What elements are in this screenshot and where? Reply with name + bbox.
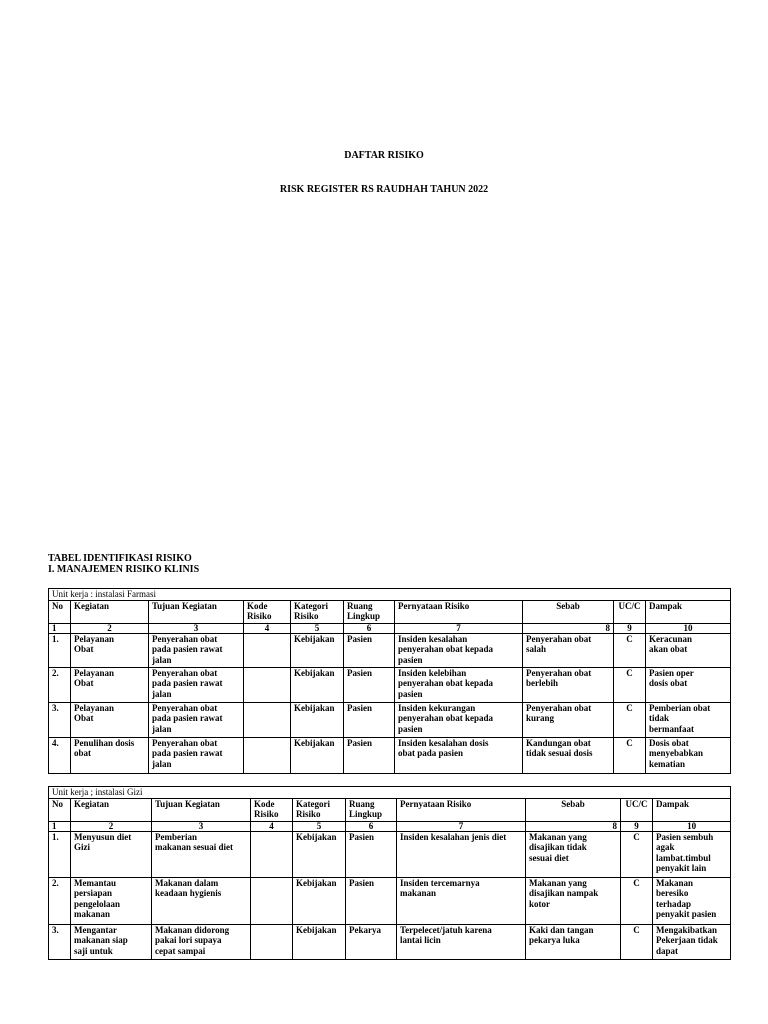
cell-no: 2. [49,877,71,924]
cell-dampak: Pemberian obat tidak bermanfaat [646,702,731,737]
column-number: 7 [395,623,523,633]
cell-kategori: Kebijakan [291,737,344,773]
risk-table-farmasi [48,588,731,774]
cell-ucc: C [614,737,646,773]
cell-pernyataan: Terpelecet/jatuh karena lantai licin [397,924,526,959]
column-number: 6 [344,623,395,633]
table-row [49,702,731,737]
cell-dampak: Mengakibatkan Pekerjaan tidak dapat [653,924,731,959]
column-number: 1 [49,821,71,831]
cell-sebab: Kandungan obat tidak sesuai dosis [523,737,614,773]
header-pernyataan: Pernyataan Risiko [397,798,526,821]
cell-ruang: Pasien [344,667,395,702]
cell-no: 4. [49,737,71,773]
cell-sebab: Penyerahan obat salah [523,633,614,667]
cell-no: 1. [49,831,71,877]
column-number: 9 [614,623,646,633]
cell-sebab: Makanan yang disajikan tidak sesuai diet [526,831,621,877]
column-number: 2 [71,821,152,831]
cell-sebab: Makanan yang disajikan nampak kotor [526,877,621,924]
cell-tujuan: Penyerahan obat pada pasien rawat jalan [149,633,244,667]
table-row [49,737,731,773]
column-number: 10 [646,623,731,633]
column-number: 5 [291,623,344,633]
cell-kegiatan: Pelayanan Obat [71,667,149,702]
cell-tujuan: Penyerahan obat pada pasien rawat jalan [149,667,244,702]
cell-kegiatan: Memantau persiapan pengelolaan makanan [71,877,152,924]
document-title: DAFTAR RISIKO [344,150,424,161]
header-dampak: Dampak [646,600,731,623]
column-number: 4 [244,623,291,633]
header-row [49,600,731,623]
cell-no: 2. [49,667,71,702]
header-no: No [49,798,71,821]
column-number: 8 [523,623,614,633]
unit-label: Unit kerja ; instalasi Gizi [49,787,731,799]
cell-kode [251,924,293,959]
cell-sebab: Kaki dan tangan pekarya luka [526,924,621,959]
risk-table-gizi [48,786,731,960]
column-number: 3 [152,821,251,831]
section-subtitle: I. MANAJEMEN RISIKO KLINIS [48,564,200,575]
cell-ruang: Pasien [346,831,397,877]
header-dampak: Dampak [653,798,731,821]
header-sebab: Sebab [526,798,621,821]
cell-ruang: Pasien [344,633,395,667]
cell-tujuan: Pemberian makanan sesuai diet [152,831,251,877]
cell-kategori: Kebijakan [293,924,346,959]
column-number: 3 [149,623,244,633]
cell-no: 3. [49,702,71,737]
cell-kegiatan: Pelayanan Obat [71,702,149,737]
cell-dampak: Dosis obat menyebabkan kematian [646,737,731,773]
cell-kode [244,702,291,737]
table-row [49,924,731,959]
header-row [49,798,731,821]
column-number: 7 [397,821,526,831]
cell-kegiatan: Mengantar makanan siap saji untuk [71,924,152,959]
header-no: No [49,600,71,623]
cell-pernyataan: Insiden kelebihan penyerahan obat kepada pasien [395,667,523,702]
cell-dampak: Makanan beresiko terhadap penyakit pasien [653,877,731,924]
cell-dampak: Pasien oper dosis obat [646,667,731,702]
header-ucc: UC/C [614,600,646,623]
cell-kode [244,667,291,702]
header-kategori: Kategori Risiko [291,600,344,623]
cell-kegiatan: Penulihan dosis obat [71,737,149,773]
header-ruang: Ruang Lingkup [344,600,395,623]
column-number: 2 [71,623,149,633]
cell-ucc: C [621,924,653,959]
column-number-row [49,623,731,633]
header-kategori: Kategori Risiko [293,798,346,821]
cell-kode [244,633,291,667]
cell-kategori: Kebijakan [291,702,344,737]
cell-pernyataan: Insiden kekurangan penyerahan obat kepada pasien [395,702,523,737]
cell-dampak: Pasien sembuh agak lambat.timbul penyakit lain [653,831,731,877]
cell-ruang: Pasien [344,702,395,737]
cell-kegiatan: Menyusun diet Gizi [71,831,152,877]
table-row [49,831,731,877]
cell-kategori: Kebijakan [293,831,346,877]
cell-ucc: C [621,831,653,877]
cell-kegiatan: Pelayanan Obat [71,633,149,667]
cell-kategori: Kebijakan [293,877,346,924]
header-kegiatan: Kegiatan [71,798,152,821]
header-tujuan: Tujuan Kegiatan [149,600,244,623]
header-sebab: Sebab [523,600,614,623]
cell-ucc: C [614,702,646,737]
cell-sebab: Penyerahan obat berlebih [523,667,614,702]
cell-ruang: Pekarya [346,924,397,959]
header-kode: Kode Risiko [251,798,293,821]
cell-kode [251,877,293,924]
column-number: 9 [621,821,653,831]
cell-ruang: Pasien [344,737,395,773]
column-number: 5 [293,821,346,831]
cell-tujuan: Makanan didorong pakai lori supaya cepat sampai [152,924,251,959]
column-number: 10 [653,821,731,831]
cell-ucc: C [614,633,646,667]
document-subtitle: RISK REGISTER RS RAUDHAH TAHUN 2022 [279,184,489,195]
header-tujuan: Tujuan Kegiatan [152,798,251,821]
column-number: 6 [346,821,397,831]
table-row [49,633,731,667]
cell-ucc: C [614,667,646,702]
cell-kategori: Kebijakan [291,633,344,667]
header-ruang: Ruang Lingkup [346,798,397,821]
cell-tujuan: Penyerahan obat pada pasien rawat jalan [149,702,244,737]
cell-dampak: Keracunan akan obat [646,633,731,667]
cell-ruang: Pasien [346,877,397,924]
section-title: TABEL IDENTIFIKASI RISIKO [48,553,192,564]
cell-pernyataan: Insiden kesalahan dosis obat pada pasien [395,737,523,773]
cell-no: 3. [49,924,71,959]
header-kegiatan: Kegiatan [71,600,149,623]
header-pernyataan: Pernyataan Risiko [395,600,523,623]
cell-tujuan: Makanan dalam keadaan hygienis [152,877,251,924]
cell-pernyataan: Insiden kesalahan penyerahan obat kepada pasien [395,633,523,667]
cell-tujuan: Penyerahan obat pada pasien rawat jalan [149,737,244,773]
cell-kode [244,737,291,773]
cell-pernyataan: Insiden kesalahan jenis diet [397,831,526,877]
header-ucc: UC/C [621,798,653,821]
cell-kategori: Kebijakan [291,667,344,702]
column-number: 8 [526,821,621,831]
table-row [49,667,731,702]
column-number-row [49,821,731,831]
cell-ucc: C [621,877,653,924]
cell-sebab: Penyerahan obat kurang [523,702,614,737]
cell-pernyataan: Insiden tercemarnya makanan [397,877,526,924]
cell-no: 1. [49,633,71,667]
column-number: 4 [251,821,293,831]
header-kode: Kode Risiko [244,600,291,623]
table-row [49,877,731,924]
cell-kode [251,831,293,877]
unit-label: Unit kerja : instalasi Farmasi [49,589,731,601]
column-number: 1 [49,623,71,633]
